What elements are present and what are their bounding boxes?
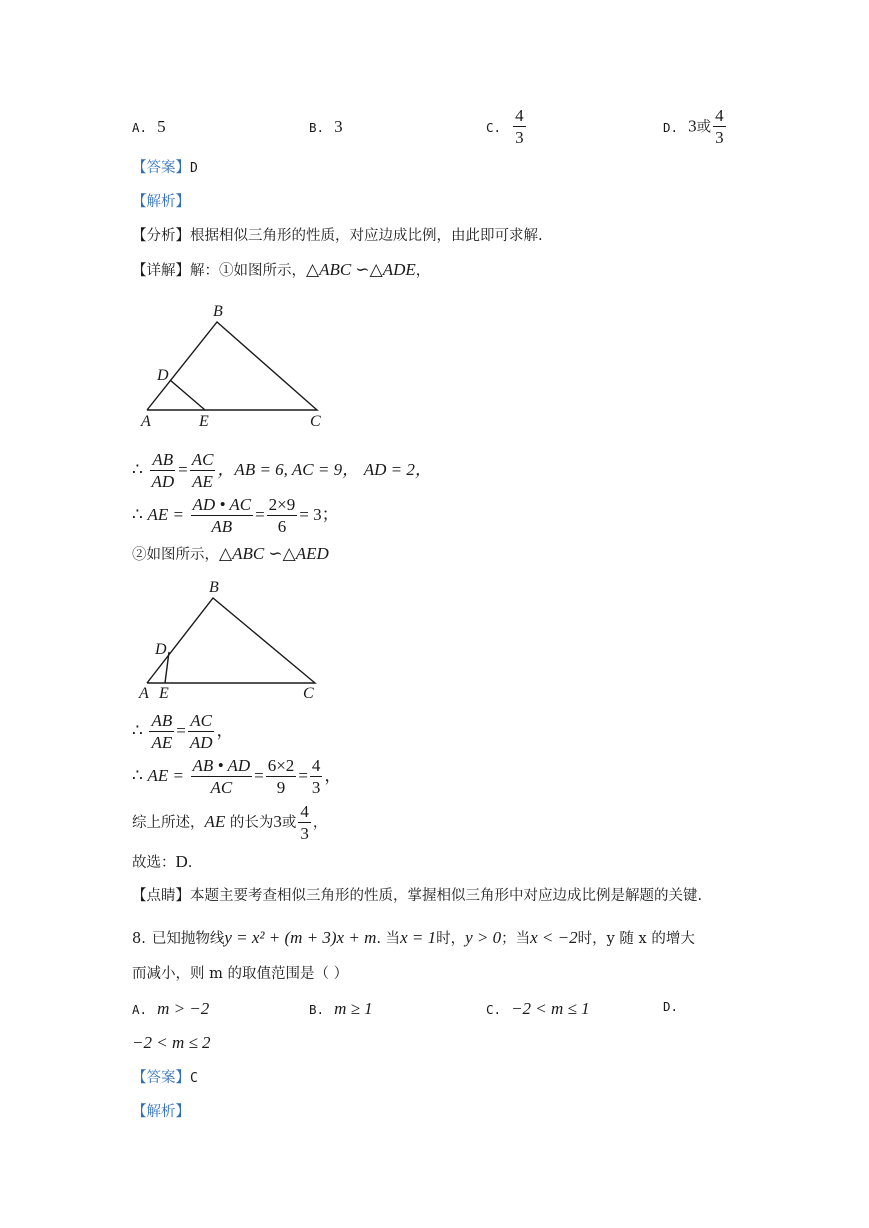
q8-option-a [132,999,209,1019]
triangle-figure-1 [135,298,335,433]
option-label: A. [132,120,148,135]
equation-ae-1: ∴ AE = $\frac{AD • AC}{AB}$ = $\frac{2\times 9}{6}$ = 3； [132,494,339,536]
option-value: −2 < m ≤ 1 [511,999,590,1018]
option-fraction: $\frac{4}{3}$ [515,106,524,147]
option-value: 5 [157,117,166,136]
q7-option-b [309,117,343,137]
option-label: C. [486,119,502,135]
q7-fenxi: 【分析】根据相似三角形的性质，对应边成比例，由此即可求解. [132,228,543,244]
dianjing-line: 【点睛】本题主要考查相似三角形的性质，掌握相似三角形中对应边成比例是解题的关键. [132,888,703,904]
triangle-figure-2 [135,574,335,704]
q7-option-a [132,117,166,137]
vertex-e-label: E [199,413,209,430]
vertex-b-label: B [213,303,223,320]
option-label: D. [663,999,679,1014]
q8-stem-line1: 8. 已知抛物线y = x² + (m + 3)x + m. 当x = 1时，y > 0；当x < −2时，y 随 x 的增大 [132,928,695,947]
q8-option-c [486,999,590,1019]
equation-ae-2: ∴ AE = $\frac{AB • AD}{AC}$ = $\frac{6\times 2}{9}$ = $\frac{4}{3}$ ， [132,755,342,797]
option-value: m ≥ 1 [334,999,373,1018]
q8-analysis-tag: 【解析】 [132,1104,190,1120]
q8-option-d-label [663,999,688,1015]
option-label: B. [309,1002,325,1017]
q7-option-c [486,106,528,149]
equation-ratio-2: ∴ $\frac{AB}{AE}$ = $\frac{AC}{AD}$ ， [132,710,234,752]
vertex-b-label: B [209,579,219,596]
option-value: −2 < m ≤ 2 [132,1033,211,1052]
vertex-e-label: E [159,685,169,702]
option-fraction: $\frac{4}{3}$ [715,106,724,147]
q7-analysis-tag: 【解析】 [132,194,190,210]
q8-stem-line2: 而减小，则 m 的取值范围是（ ） [132,966,349,982]
option-label: B. [309,120,325,135]
case2-intro: ②如图所示，△ABC ∽△AED [132,544,329,563]
choose-line: 故选：D. [132,852,193,871]
equation-ratio-1: ∴ $\frac{AB}{AD}$ = $\frac{AC}{AE}$ ，AB = 6, AC = 9， AD = 2， [132,449,432,491]
vertex-a-label: A [139,685,149,702]
q7-xiangjie: 【详解】解：①如图所示，△ABC ∽△ADE， [132,260,431,279]
q8-answer: 【答案】C [132,1070,198,1086]
option-value: 3 [334,117,343,136]
vertex-c-label: C [310,413,321,430]
q7-option-d: D. 3或 $\frac{4}{3}$ [663,106,724,147]
option-label: A. [132,1002,148,1017]
vertex-d-label: D [157,367,169,384]
q8-option-b [309,999,373,1019]
vertex-c-label: C [303,685,314,702]
vertex-a-label: A [141,413,151,430]
option-label: C. [486,1002,502,1017]
q7-answer: 【答案】D [132,160,198,176]
option-label: D. [663,119,679,135]
summary-line: 综上所述，AE 的长为3或 $\frac{4}{3}$ ， [132,801,328,843]
option-value: m > −2 [157,999,210,1018]
vertex-d-label: D [155,641,167,658]
q8-option-d-value [132,1033,211,1053]
